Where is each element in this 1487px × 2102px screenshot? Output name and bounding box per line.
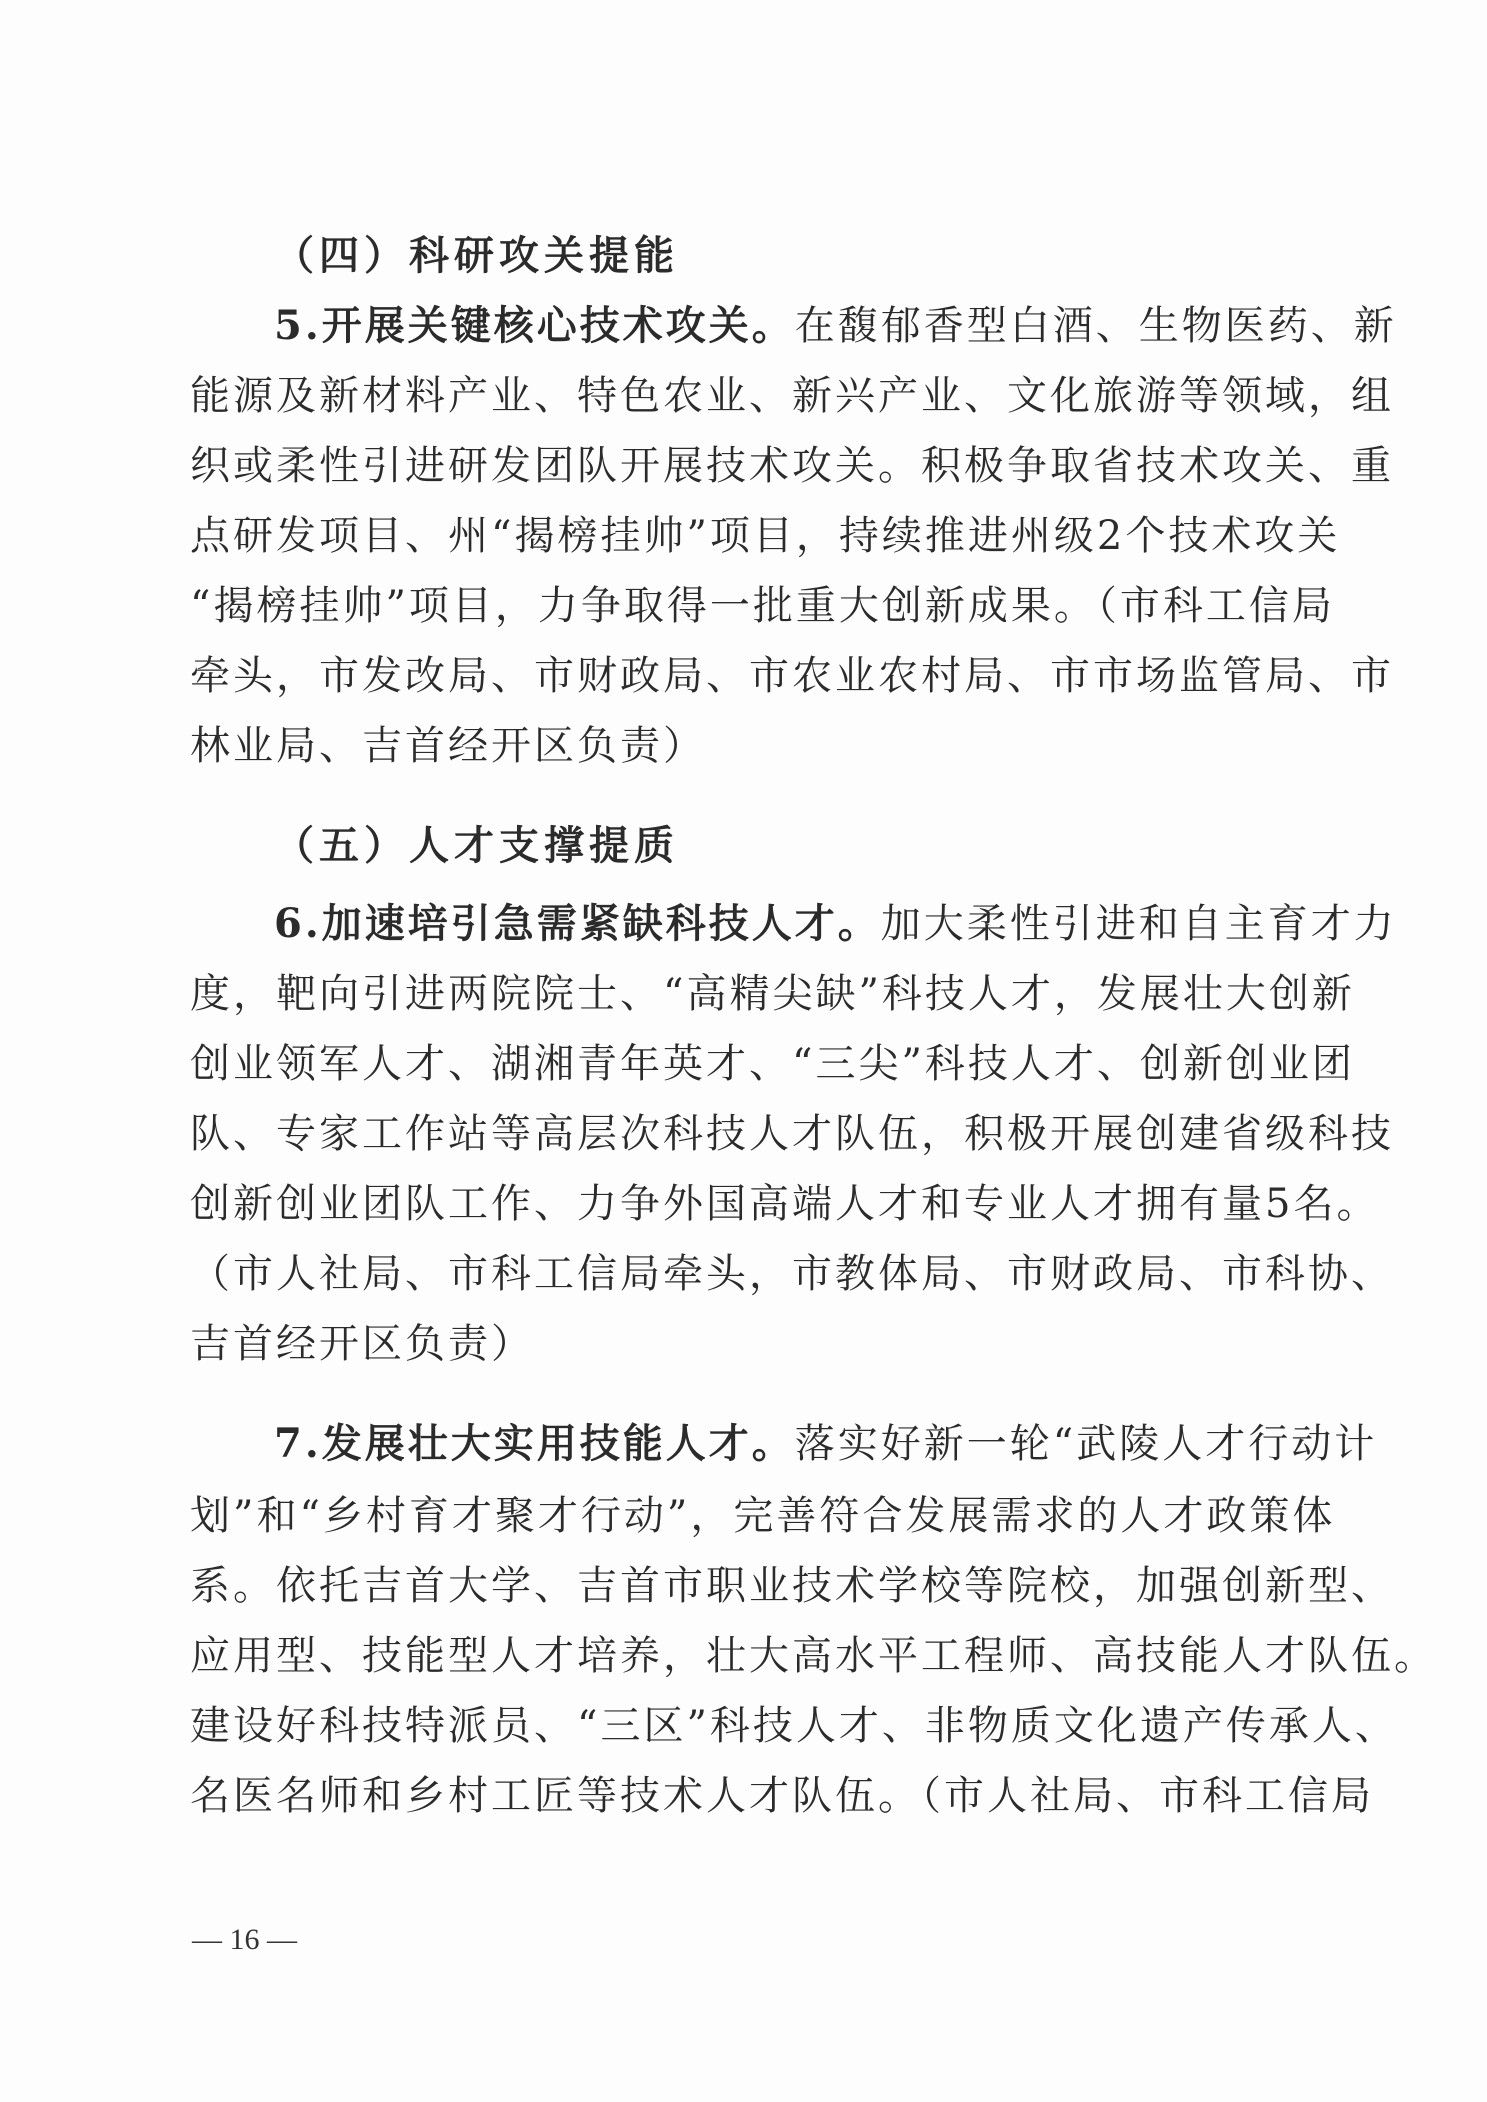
item-5-first-line — [274, 296, 1397, 356]
item-7-line: 建设好科技特派员、“三区”科技人才、非物质文化遗产传承人、 — [190, 1703, 1398, 1749]
item-6-line: 度，靶向引进两院院士、“高精尖缺”科技人才，发展壮大创新 — [190, 971, 1355, 1017]
page-number: — 16 — — [192, 1923, 297, 1956]
item-5-line: 点研发项目、州“揭榜挂帅”项目，持续推进州级2个技术攻关 — [190, 513, 1341, 559]
item-5-line: “揭榜挂帅”项目，力争取得一批重大创新成果。（市科工信局 — [190, 583, 1335, 629]
item-7-line: 名医名师和乡村工匠等技术人才队伍。（市人社局、市科工信局 — [190, 1773, 1374, 1819]
item-6-line: 吉首经开区负责） — [190, 1321, 534, 1367]
item-7-line: 系。依托吉首大学、吉首市职业技术学校等院校，加强创新型、 — [190, 1563, 1394, 1609]
item-5-line: 牵头，市发改局、市财政局、市农业农村局、市市场监管局、市 — [190, 653, 1394, 699]
section-heading-5: （五）人才支撑提质 — [274, 822, 679, 869]
item-6-line: 创新创业团队工作、力争外国高端人才和专业人才拥有量5名。 — [190, 1181, 1380, 1227]
item-7-line: 应用型、技能型人才培养，壮大高水平工程师、高技能人才队伍。 — [190, 1633, 1437, 1679]
item-7-text: 落实好新一轮“武陵人才行动计 — [794, 1421, 1378, 1467]
item-6-line: （市人社局、市科工信局牵头，市教体局、市财政局、市科协、 — [190, 1251, 1394, 1297]
item-7-line: 划”和“乡村育才聚才行动”，完善符合发展需求的人才政策体 — [190, 1493, 1336, 1539]
item-5-line: 织或柔性引进研发团队开展技术攻关。积极争取省技术攻关、重 — [190, 443, 1394, 489]
section-heading-4: （四）科研攻关提能 — [274, 232, 679, 279]
item-5-text: 在馥郁香型白酒、生物医药、新 — [794, 303, 1397, 349]
item-7-first-line — [274, 1414, 1378, 1474]
item-6-text: 加大柔性引进和自主育才力 — [880, 901, 1397, 947]
item-5-line: 能源及新材料产业、特色农业、新兴产业、文化旅游等领域，组 — [190, 373, 1394, 419]
item-5-title: 5.开展关键核心技术攻关。 — [274, 302, 795, 349]
item-6-line: 队、专家工作站等高层次科技人才队伍，积极开展创建省级科技 — [190, 1111, 1394, 1157]
item-5-line: 林业局、吉首经开区负责） — [190, 723, 706, 769]
item-7-title: 7.发展壮大实用技能人才。 — [274, 1420, 795, 1467]
item-6-line: 创业领军人才、湖湘青年英才、“三尖”科技人才、创新创业团 — [190, 1041, 1355, 1087]
item-6-title: 6.加速培引急需紧缺科技人才。 — [274, 900, 881, 947]
item-6-first-line — [274, 894, 1397, 954]
